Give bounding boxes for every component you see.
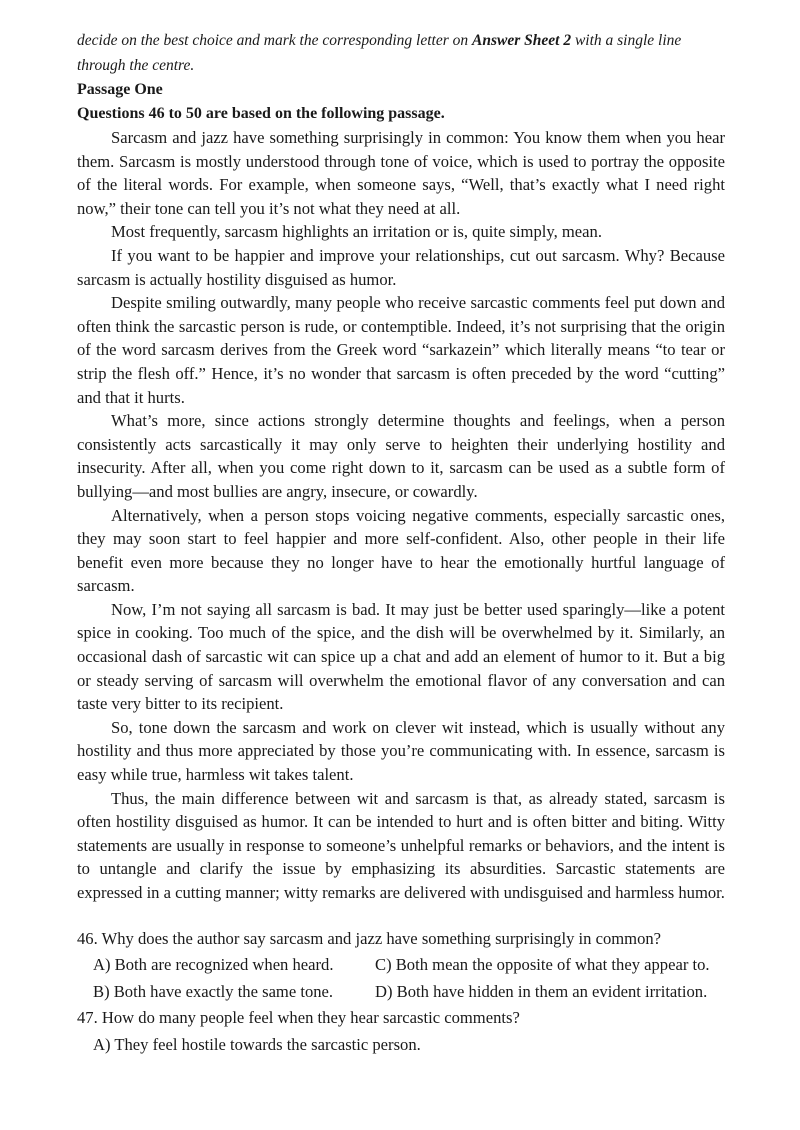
instructions xyxy=(77,28,725,78)
option-46-d: D) Both have hidden in them an evident irritation. xyxy=(375,981,708,1001)
question-47: 47. How do many people feel when they hear sarcastic comments? xyxy=(77,1008,520,1028)
paragraph: Alternatively, when a person stops voicing negative comments, especially sarcastic ones, they may soon start to feel happier and more self-confident. Also, other people in their life benefit even more because they no longer have to hear the emotionally hurtful language of sarcasm. xyxy=(77,505,725,596)
paragraph: So, tone down the sarcasm and work on clever wit instead, which is usually without any hostility and thus more appreciated by those you’re communicating with. In essence, sarcasm is easy while true, harmless wit takes talent. xyxy=(77,717,725,785)
paragraph: If you want to be happier and improve your relationships, cut out sarcasm. Why? Because sarcasm is actually hostility disguised as humor. xyxy=(77,245,725,289)
question-46-options-row2 xyxy=(77,979,725,1006)
option-46-c: C) Both mean the opposite of what they appear to. xyxy=(375,955,710,975)
paragraph: Now, I’m not saying all sarcasm is bad. It may just be better used sparingly—like a potent spice in cooking. Too much of the spice, and the dish will be overwhelmed by it. Similarly, an occasional dash of sarcastic wit can spice up a chat and add an element of humor to it. But a big or steady serving of sarcasm will overwhelm the emotional flavor of any conversation and can taste very bitter to its recipient. xyxy=(77,599,725,714)
questions-section xyxy=(77,926,725,1059)
exam-page xyxy=(77,28,725,1058)
option-47-a: A) They feel hostile towards the sarcastic person. xyxy=(93,1034,421,1054)
answer-sheet-label: Answer Sheet 2 xyxy=(472,32,572,49)
paragraph: Most frequently, sarcasm highlights an irritation or is, quite simply, mean. xyxy=(111,222,602,242)
passage-body xyxy=(77,126,725,905)
option-46-b: B) Both have exactly the same tone. xyxy=(93,981,334,1001)
paragraph: Despite smiling outwardly, many people who receive sarcastic comments feel put down and often think the sarcastic person is rude, or contemptible. Indeed, it’s not surprising that the origin of the word sarcasm derives from the Greek word “sarkazein” which literally means “to tear or strip the flesh off.” Hence, it’s no wonder that sarcasm is often preceded by the word “cutting” and that it hurts. xyxy=(77,293,725,407)
instructions-part1: decide on the best choice and mark the corresponding letter on xyxy=(77,32,473,49)
paragraph: Sarcasm and jazz have something surprisingly in common: You know them when you hear them. Sarcasm is mostly understood through tone of voice, which is used to portray the opposite of the literal words. For example, when someone says, “Well, that’s exactly what I need right now,” their tone can tell you it’s not what they need at all. xyxy=(77,128,725,218)
instructions-part2: with a single line through the centre. xyxy=(77,32,682,74)
question-46: 46. Why does the author say sarcasm and jazz have something surprisingly in common? xyxy=(77,928,662,948)
paragraph: What’s more, since actions strongly determine thoughts and feelings, when a person consistently acts sarcastically it may only serve to heighten their underlying hostility and insecurity. After all, when you come right down to it, sarcasm can be used as a subtle form of bullying—and most bullies are angry, insecure, or cowardly. xyxy=(77,411,725,501)
passage-subtitle: Questions 46 to 50 are based on the following passage. xyxy=(77,105,445,122)
question-46-options-row1 xyxy=(77,952,725,979)
passage-title: Passage One xyxy=(77,81,163,98)
option-46-a: A) Both are recognized when heard. xyxy=(93,955,334,975)
paragraph: Thus, the main difference between wit and sarcasm is that, as already stated, sarcasm is often hostility disguised as humor. It can be intended to hurt and is often bitter and biting. Witty statements are usually in response to someone’s unhelpful remarks or behaviors, and the intent is to untangle and clarify the issue by emphasizing its absurdities. Sarcastic statements are expressed in a cutting manner; witty remarks are delivered with undisguised and harmless humor. xyxy=(77,788,725,902)
